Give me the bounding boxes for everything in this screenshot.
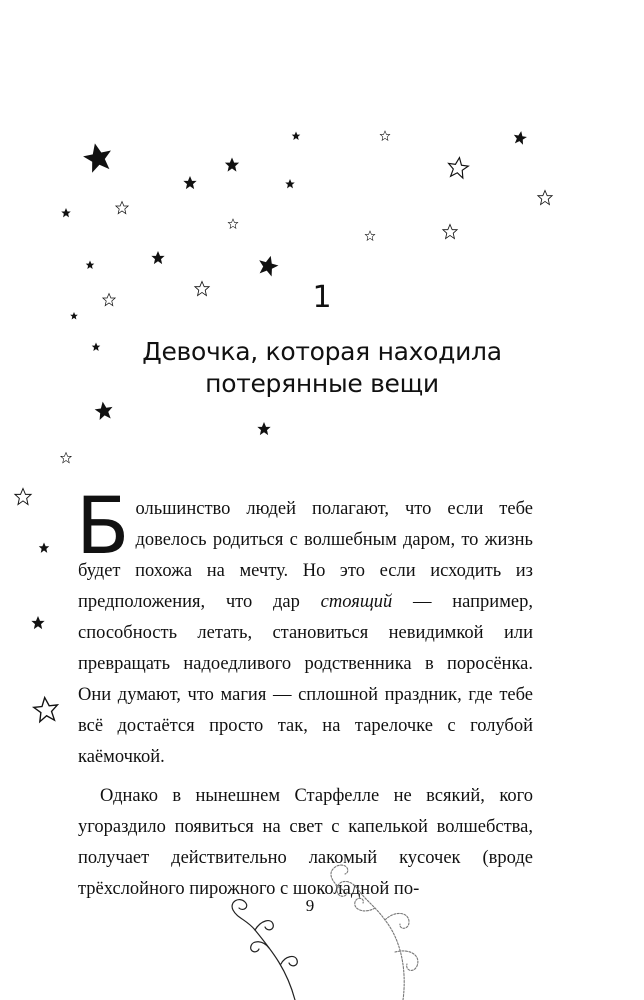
star-icon [92,343,101,351]
star-icon [225,158,239,172]
paragraph-1-part-2: — например, способность летать, становиться невидимкой или превращать надоедливого родственника в поросёнка. Они думают, что магия — сплошной праздник, где тебе всё достаётся просто так, на тарелочке с голубой каёмочкой. [78,592,533,767]
star-icon [183,176,196,189]
star-icon [380,131,390,140]
star-icon [39,543,49,553]
star-icon [94,400,114,420]
star-icon [257,422,270,435]
star-icon [538,191,552,205]
paragraph-2: Однако в нынешнем Старфелле не всякий, кого угораздило появиться на свет с капелькой волшебства, получает действительно лакомый кусочек (вроде трёхслойного пирожного с шоколадной по- [78,786,533,899]
star-icon [365,231,375,240]
paragraph-1-part-1: ольшинство людей полагают, что если тебе довелось родиться с волшебным даром, то жизнь будет похожа на мечту. Но это если исходить из предположения, что дар [78,499,533,612]
star-icon [31,616,44,629]
star-icon [292,132,301,140]
star-icon [33,696,59,722]
star-icon [61,453,71,463]
paragraph-1 [76,482,533,773]
star-icon [512,130,527,145]
star-icon [447,156,470,178]
star-icon [228,219,238,228]
star-icon [151,251,164,264]
body-text [76,482,533,905]
star-icon [116,202,128,214]
chapter-title-line-2: потерянные вещи [205,369,439,398]
vine-ornament [225,860,455,1000]
page-number: 9 [305,896,315,915]
star-icon [443,225,457,239]
chapter-number: 1 [312,280,332,315]
drop-cap: Б [76,482,130,572]
star-icon [86,261,95,269]
star-icon [61,208,71,217]
emphasis-word: стоящий [320,592,393,612]
chapter-title-line-1: Девочка, которая находила [142,337,502,366]
star-icon [81,140,115,174]
chapter-title [100,336,544,400]
star-icon [15,489,31,505]
star-icon [285,179,295,188]
star-icon [256,253,280,277]
